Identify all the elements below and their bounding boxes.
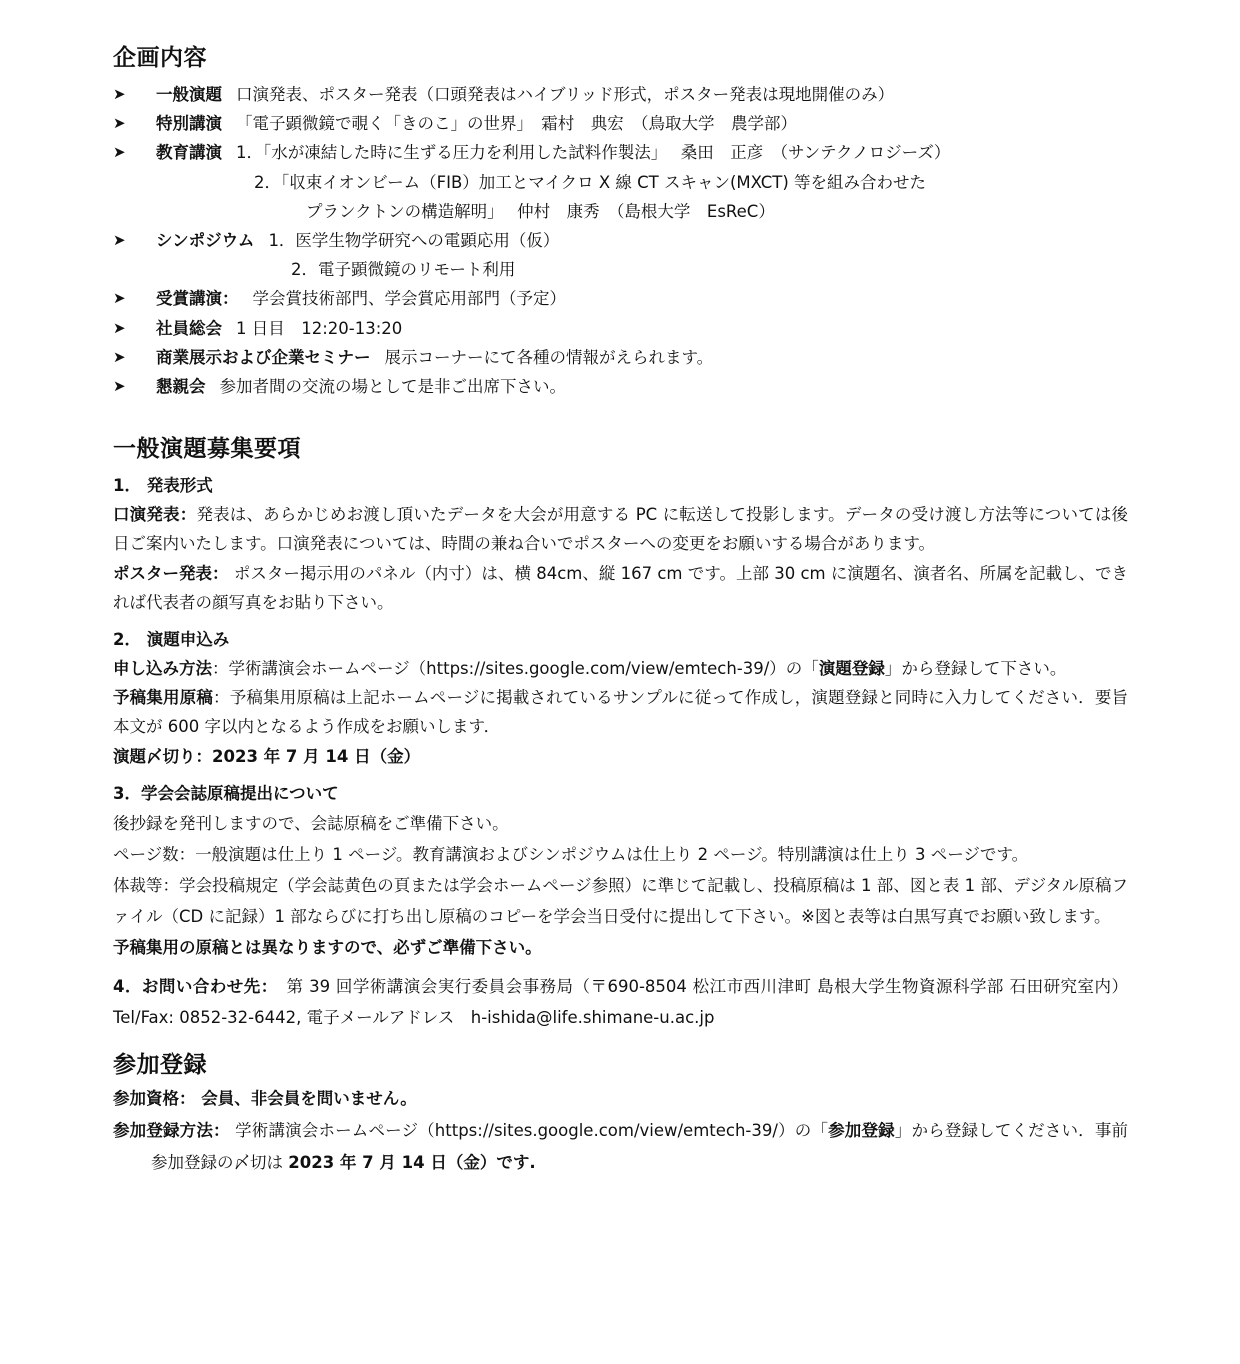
call-heading: 一般演題募集要項 [113,436,301,463]
journal-note: 予稿集用の原稿とは異なりますので、必ずご準備下さい。 [113,937,542,957]
arrowhead-bullet-icon: ➤ [113,114,126,133]
abstract-deadline: 演題〆切り：2023 年 7 月 14 日（金） [113,746,421,766]
document-page [113,40,1128,1179]
abstract-paragraph: 予稿集用原稿：予稿集用原稿は上記ホームページに掲載されているサンプルに従って作成し，演題登録と同時に入力してください．要旨本文が 600 字以内となるよう作成をお願いします． [113,688,1128,737]
list-item: ➤ 社員総会 1 日目 12:20-13:20 [113,314,1128,343]
application-method-paragraph: 申し込み方法：学術講演会ホームページ（https://sites.google.com/view/emtech-39/）の「演題登録」から登録して下さい。 [113,659,1067,679]
arrowhead-bullet-icon: ➤ [113,231,126,250]
list-item: ➤ シンポジウム 1．医学生物学研究への電顕応用（仮） 2．電子顕微鏡のリモート利用 [113,226,1128,284]
list-item: ➤ 受賞講演： 学会賞技術部門、学会賞応用部門（予定） [113,284,1128,313]
section-journal-manuscript: 3．学会会誌原稿提出について [113,783,339,803]
arrowhead-bullet-icon: ➤ [113,85,126,103]
plan-list [113,80,1128,401]
section-presentation-format: 1． 発表形式 [113,476,213,496]
journal-line-3: 体裁等：学会投稿規定（学会誌黄色の頁または学会ホームページ参照）に準じて記載し、投稿原稿は 1 部、図と表 1 部、デジタル原稿ファイル（CD に記録）1 部ならびに打ち出し原稿のコピーを学会当日受付に提出して下さい。※図と表等は白黒写真でお願い致します。 [113,875,1128,926]
registration-method-paragraph: 参加登録方法： 学術講演会ホームページ（https://sites.google.com/view/emtech-39/）の「参加登録」から登録してください．事前参加登録の〆切は 2023 年 7 月 14 日（金）です. [113,1120,1129,1172]
list-item: ➤ 一般演題 口演発表、ポスター発表（口頭発表はハイブリッド形式，ポスター発表は現地開催のみ） [113,80,1128,109]
eligibility-paragraph: 参加資格： 会員、非会員を問いません。 [113,1088,417,1108]
list-item: ➤ 教育講演 1．「水が凍結した時に生ずる圧力を利用した試料作製法」 桑田 正彦 （サンテクノロジーズ） 2．「収束イオンビーム（FIB）加工とマイクロ X 線 CT スキャン(MXCT) 等を組み合わせた プランクトンの構造解明」 仲村 康秀 （島根大学 EsReC） [113,138,1128,226]
poster-presentation-paragraph: ポスター発表： ポスター掲示用のパネル（内寸）は、横 84cm、縦 167 cm です。上部 30 cm に演題名、演者名、所属を記載し、できれば代表者の顔写真をお貼り下さい。 [113,563,1129,612]
journal-line-1: 後抄録を発刊しますので、会誌原稿をご準備下さい。 [113,813,509,833]
arrowhead-bullet-icon: ➤ [113,347,126,366]
journal-line-2: ページ数：一般演題は仕上り 1 ページ。教育講演およびシンポジウムは仕上り 2 ページ。特別講演は仕上り 3 ページです。 [113,844,1029,864]
arrowhead-bullet-icon: ➤ [113,289,126,308]
oral-presentation-paragraph: 口演発表：発表は、あらかじめお渡し頂いたデータを大会が用意する PC に転送して投影します。データの受け渡し方法等については後日ご案内いたします。口演発表については、時間の兼ね合いでポスターへの変更をお願いする場合があります。 [113,505,1129,554]
arrowhead-bullet-icon: ➤ [113,377,126,396]
section-application: 2． 演題申込み [113,630,230,650]
list-item: ➤ 商業展示および企業セミナー 展示コーナーにて各種の情報がえられます。 [113,343,1128,372]
registration-heading: 参加登録 [113,1051,207,1078]
plan-heading: 企画内容 [113,45,207,71]
list-item: ➤ 懇親会 参加者間の交流の場として是非ご出席下さい。 [113,372,1128,401]
contact-paragraph: 4．お問い合わせ先： 第 39 回学術講演会実行委員会事務局（〒690-8504 松江市西川津町 島根大学生物資源科学部 石田研究室内）Tel/Fax: 0852-32-6442, 電子メールアドレス h-ishida@life.shimane-u.ac.jp [113,976,1128,1027]
arrowhead-bullet-icon: ➤ [113,143,126,162]
list-item: ➤ 特別講演 「電子顕微鏡で覗く「きのこ」の世界」 霜村 典宏 （鳥取大学 農学部） [113,109,1128,138]
arrowhead-bullet-icon: ➤ [113,318,126,337]
